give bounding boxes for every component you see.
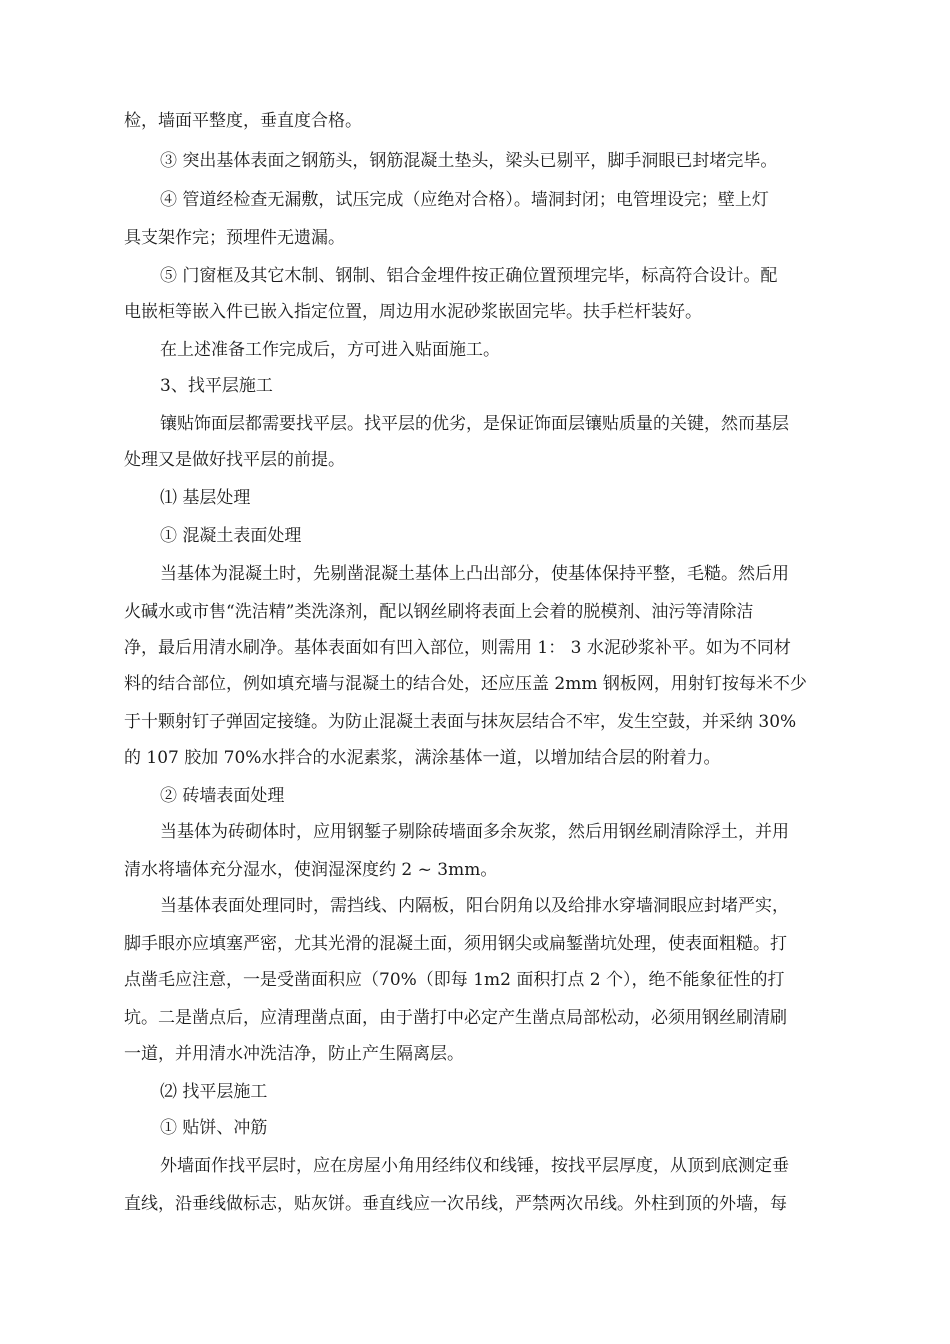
item-heading: ① 混凝土表面处理 xyxy=(160,526,302,546)
text-line: 当基体表面处理同时，需挡线、内隔板，阳台阴角以及给排水穿墙洞眼应封堵严实， xyxy=(160,896,789,916)
text-line: 脚手眼亦应填塞严密，尤其光滑的混凝土面，须用钢尖或扁錾凿坑处理，使表面粗糙。打 xyxy=(124,934,787,954)
text-line: ⑤ 门窗框及其它木制、钢制、铝合金埋件按正确位置预埋完毕，标高符合设计。配 xyxy=(160,266,778,286)
text-line: ④ 管道经检查无漏敷，试压完成（应绝对合格）。墙洞封闭；电管埋设完；壁上灯 xyxy=(160,190,769,210)
text-line: 外墙面作找平层时，应在房屋小角用经纬仪和线锤，按找平层厚度，从顶到底测定垂 xyxy=(160,1156,789,1176)
text-line: 直线，沿垂线做标志，贴灰饼。垂直线应一次吊线，严禁两次吊线。外柱到顶的外墙，每 xyxy=(124,1194,787,1214)
text-line: 料的结合部位，例如填充墙与混凝土的结合处，还应压盖 2mm 钢板网，用射钉按每米不少 xyxy=(124,674,807,694)
item-heading: ① 贴饼、冲筋 xyxy=(160,1118,268,1138)
text-line: 点凿毛应注意，一是受凿面积应（70%（即每 1m2 面积打点 2 个），绝不能象征性的打 xyxy=(124,970,785,990)
text-line: 镶贴饰面层都需要找平层。找平层的优劣，是保证饰面层镶贴质量的关键，然而基层 xyxy=(160,414,789,434)
text-line: 清水将墙体充分湿水，使润湿深度约 2 ~ 3mm。 xyxy=(124,860,498,880)
text-line: 坑。二是凿点后，应清理凿点面，由于凿打中必定产生凿点局部松动，必须用钢丝刷清刷 xyxy=(124,1008,787,1028)
text-line: ③ 突出基体表面之钢筋头，钢筋混凝土垫头，梁头已剔平，脚手洞眼已封堵完毕。 xyxy=(160,151,778,171)
text-line: 在上述准备工作完成后，方可进入贴面施工。 xyxy=(160,340,500,360)
subsection-heading: ⑴ 基层处理 xyxy=(160,488,251,508)
text-line: 具支架作完；预埋件无遗漏。 xyxy=(124,228,345,248)
text-line: 一道，并用清水冲洗洁净，防止产生隔离层。 xyxy=(124,1044,464,1064)
section-heading: 3、找平层施工 xyxy=(160,376,273,396)
item-heading: ② 砖墙表面处理 xyxy=(160,786,285,806)
text-line: 的 107 胶加 70%水拌合的水泥素浆，满涂基体一道，以增加结合层的附着力。 xyxy=(124,748,721,768)
text-line: 火碱水或市售“洗洁精”类洗涤剂，配以钢丝刷将表面上会着的脱模剂、油污等清除洁 xyxy=(124,602,754,622)
text-line: 检，墙面平整度，垂直度合格。 xyxy=(124,111,362,131)
text-line: 当基体为混凝土时，先剔凿混凝土基体上凸出部分，使基体保持平整，毛糙。然后用 xyxy=(160,564,789,584)
text-line: 于十颗射钉子弹固定接缝。为防止混凝土表面与抹灰层结合不牢，发生空鼓，并采纳 30% xyxy=(124,712,797,732)
text-line: 处理又是做好找平层的前提。 xyxy=(124,450,345,470)
text-line: 电嵌柜等嵌入件已嵌入指定位置，周边用水泥砂浆嵌固完毕。扶手栏杆装好。 xyxy=(124,302,702,322)
text-line: 当基体为砖砌体时，应用钢錾子剔除砖墙面多余灰浆，然后用钢丝刷清除浮土，并用 xyxy=(160,822,789,842)
subsection-heading: ⑵ 找平层施工 xyxy=(160,1082,268,1102)
text-line: 净，最后用清水刷净。基体表面如有凹入部位，则需用 1： 3 水泥砂浆补平。如为不同材 xyxy=(124,638,791,658)
